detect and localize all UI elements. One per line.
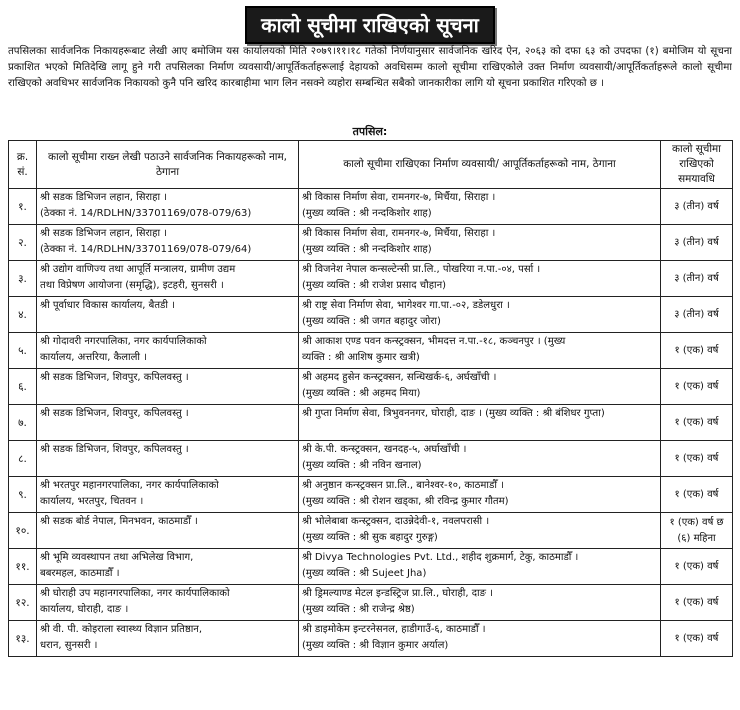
- row-serial: ३.: [9, 261, 37, 297]
- public-body-line: श्री सडक डिभिजन, शिवपुर, कपिलवस्तु ।: [40, 444, 189, 455]
- table-row: [9, 369, 733, 405]
- row-firm: [299, 369, 661, 405]
- firm-line: (मुख्य व्यक्ति : श्री राजेन्द्र श्रेष्ठ): [302, 604, 415, 615]
- firm-line: श्री भोलेबाबा कन्स्ट्रक्सन, दाउन्नेदेवी-१, नवलपरासी ।: [302, 516, 490, 527]
- firm-line: श्री के.पी. कन्स्ट्रक्सन, खनदह-५, अर्घाखाँची ।: [302, 444, 467, 455]
- row-public-body: [37, 369, 299, 405]
- row-duration: १ (एक) वर्ष: [661, 369, 733, 405]
- firm-line: श्री ड्रिमल्याण्ड मेटल इन्डस्ट्रिज प्रा.लि., घोराही, दाङ ।: [302, 588, 493, 599]
- table-row: [9, 549, 733, 585]
- row-firm: [299, 225, 661, 261]
- public-body-line: श्री गोदावरी नगरपालिका, नगर कार्यपालिकाको: [40, 336, 207, 347]
- table-row: [9, 621, 733, 657]
- table-row: [9, 297, 733, 333]
- row-public-body: [37, 621, 299, 657]
- public-body-line: कार्यालय, अत्तरिया, कैलाली ।: [40, 352, 147, 363]
- row-duration: १ (एक) वर्ष: [661, 333, 733, 369]
- row-public-body: [37, 189, 299, 225]
- firm-line: श्री विकास निर्माण सेवा, रामनगर-७, मिर्चैया, सिराहा ।: [302, 192, 496, 203]
- public-body-line: तथा विप्रेषण आयोजना (समृद्धि), इटहरी, सुनसरी ।: [40, 280, 224, 291]
- row-firm: [299, 405, 661, 441]
- row-duration: ३ (तीन) वर्ष: [661, 225, 733, 261]
- header-sn: क्र. सं.: [9, 141, 37, 189]
- header-firm: कालो सूचीमा राखिएका निर्माण व्यवसायी/ आपूर्तिकर्ताहरूको नाम, ठेगाना: [299, 141, 661, 189]
- row-firm: [299, 621, 661, 657]
- row-public-body: [37, 261, 299, 297]
- public-body-line: श्री सडक बोर्ड नेपाल, मिनभवन, काठमाडौँ ।: [40, 516, 198, 527]
- public-body-line: श्री भूमि व्यवस्थापन तथा अभिलेख विभाग,: [40, 552, 194, 563]
- firm-line: श्री अहमद हुसेन कन्स्ट्रक्सन, सन्धिखर्क-६, अर्घखाँची ।: [302, 372, 497, 383]
- row-firm: [299, 513, 661, 549]
- row-serial: १०.: [9, 513, 37, 549]
- row-firm: [299, 549, 661, 585]
- firm-line: श्री आकाश एण्ड पवन कन्स्ट्रक्सन, भीमदत्त न.पा.-१८, कञ्चनपुर । (मुख्य: [302, 336, 566, 347]
- firm-line: (मुख्य व्यक्ति : श्री जगत बहादुर जोरा): [302, 316, 441, 327]
- row-serial: ४.: [9, 297, 37, 333]
- row-duration: १ (एक) वर्ष: [661, 621, 733, 657]
- public-body-line: कार्यालय, भरतपुर, चितवन ।: [40, 496, 144, 507]
- row-duration: १ (एक) वर्ष: [661, 405, 733, 441]
- row-duration: १ (एक) वर्ष छ (६) महिना: [661, 513, 733, 549]
- row-duration: ३ (तीन) वर्ष: [661, 297, 733, 333]
- firm-line: श्री विजनेश नेपाल कन्सल्टेन्सी प्रा.लि., पोखरिया न.पा.-०४, पर्सा ।: [302, 264, 541, 275]
- row-public-body: [37, 585, 299, 621]
- firm-line: (मुख्य व्यक्ति : श्री नविन खनाल): [302, 460, 422, 471]
- row-public-body: [37, 477, 299, 513]
- public-body-line: श्री उद्योग वाणिज्य तथा आपूर्ति मन्त्रालय, ग्रामीण उद्यम: [40, 264, 236, 275]
- firm-line: श्री राष्ट्र सेवा निर्माण सेवा, भागेश्वर गा.पा.-०२, डडेलधुरा ।: [302, 300, 510, 311]
- details-subheading: तपसिल:: [352, 125, 388, 138]
- row-duration: १ (एक) वर्ष: [661, 585, 733, 621]
- row-serial: ५.: [9, 333, 37, 369]
- row-serial: २.: [9, 225, 37, 261]
- firm-line: श्री अनुष्ठान कन्स्ट्रक्सन प्रा.लि., बानेश्वर-१०, काठमाडौँ ।: [302, 480, 504, 491]
- table-row: [9, 441, 733, 477]
- public-body-line: कार्यालय, घोराही, दाङ ।: [40, 604, 129, 615]
- public-body-line: श्री सडक डिभिजन लहान, सिराहा ।: [40, 192, 168, 203]
- row-serial: ११.: [9, 549, 37, 585]
- row-firm: [299, 333, 661, 369]
- row-duration: १ (एक) वर्ष: [661, 477, 733, 513]
- public-body-line: श्री सडक डिभिजन, शिवपुर, कपिलवस्तु ।: [40, 408, 189, 419]
- firm-line: (मुख्य व्यक्ति : श्री Sujeet Jha): [302, 568, 427, 579]
- public-body-line: श्री भरतपुर महानगरपालिका, नगर कार्यपालिकाको: [40, 480, 219, 491]
- row-serial: ६.: [9, 369, 37, 405]
- blacklist-table: [8, 140, 733, 657]
- public-body-line: (ठेक्का नं. 14/RDLHN/33701169/078-079/64): [40, 244, 252, 255]
- public-body-line: श्री वी. पी. कोइराला स्वास्थ्य विज्ञान प्रतिष्ठान,: [40, 624, 203, 635]
- row-public-body: [37, 333, 299, 369]
- firm-line: (मुख्य व्यक्ति : श्री सुक बहादुर गुरुङ्ग): [302, 532, 438, 543]
- table-row: [9, 513, 733, 549]
- table-row: [9, 405, 733, 441]
- row-public-body: [37, 513, 299, 549]
- table-row: [9, 261, 733, 297]
- row-public-body: [37, 441, 299, 477]
- public-body-line: (ठेक्का नं. 14/RDLHN/33701169/078-079/63): [40, 208, 252, 219]
- row-public-body: [37, 549, 299, 585]
- row-firm: [299, 477, 661, 513]
- row-firm: [299, 261, 661, 297]
- table-row: [9, 189, 733, 225]
- notice-title: कालो सूचीमा राखिएको सूचना: [245, 6, 495, 44]
- firm-line: श्री डाइमोकेम इन्टरनेसनल, हाडीगाउँ-६, काठमाडौँ ।: [302, 624, 486, 635]
- row-public-body: [37, 225, 299, 261]
- row-duration: ३ (तीन) वर्ष: [661, 261, 733, 297]
- firm-line: श्री विकास निर्माण सेवा, रामनगर-७, मिर्चैया, सिराहा ।: [302, 228, 496, 239]
- table-body: [9, 189, 733, 657]
- firm-line: (मुख्य व्यक्ति : श्री अहमद मिया): [302, 388, 421, 399]
- row-duration: १ (एक) वर्ष: [661, 549, 733, 585]
- firm-line: (मुख्य व्यक्ति : श्री रोशन खड्का, श्री रविन्द्र कुमार गौतम): [302, 496, 509, 507]
- header-public-body: कालो सूचीमा राख्न लेखी पठाउने सार्वजनिक निकायहरूको नाम, ठेगाना: [37, 141, 299, 189]
- row-serial: ७.: [9, 405, 37, 441]
- row-serial: १२.: [9, 585, 37, 621]
- table-row: [9, 333, 733, 369]
- table-header-row: [9, 141, 733, 189]
- row-firm: [299, 441, 661, 477]
- table-row: [9, 225, 733, 261]
- intro-paragraph: तपसिलका सार्वजनिक निकायहरूबाट लेखी आए बमोजिम यस कार्यालयको मिति २०७९।११।१८ गतेको निर्णयानुसार सार्वजनिक खरिद ऐन, २०६३ को दफा ६३ को उपदफा (१) बमोजिम यो सूचना प्रकाशित भएको मितिदेखि लागू हुने गरी तपसिलका निर्माण व्यवसायी/आपूर्तिकर्ताहरूलाई देहायको अवधिसम्म कालो सूचीमा राखिएकोले उक्त निर्माण व्यवसायी/आपूर्तिकर्ताहरूले कालो सूचीमा राखिएको अवधिभर सार्वजनिक निकायको कुनै पनि खरिद कारबाहीमा भाग लिन नसक्ने व्यहोरा सम्बन्धित सबैको जानकारीका लागि यो सूचना प्रकाशित गरिएको छ ।: [8, 46, 732, 89]
- row-duration: ३ (तीन) वर्ष: [661, 189, 733, 225]
- row-public-body: [37, 405, 299, 441]
- row-firm: [299, 297, 661, 333]
- row-firm: [299, 585, 661, 621]
- public-body-line: धरान, सुनसरी ।: [40, 640, 98, 651]
- row-firm: [299, 189, 661, 225]
- header-duration: कालो सूचीमा राखिएको समयावधि: [661, 141, 733, 189]
- public-body-line: श्री घोराही उप महानगरपालिका, नगर कार्यपालिकाको: [40, 588, 230, 599]
- row-serial: १.: [9, 189, 37, 225]
- public-body-line: श्री सडक डिभिजन, शिवपुर, कपिलवस्तु ।: [40, 372, 189, 383]
- firm-line: श्री Divya Technologies Pvt. Ltd., शहीद शुक्रमार्ग, टेकु, काठमाडौँ ।: [302, 552, 579, 563]
- table-row: [9, 585, 733, 621]
- firm-line: व्यक्ति : श्री आशिष कुमार खत्री): [302, 352, 420, 363]
- firm-line: (मुख्य व्यक्ति : श्री विज्ञान कुमार अर्याल): [302, 640, 449, 651]
- firm-line: (मुख्य व्यक्ति : श्री नन्दकिशोर शाह): [302, 208, 432, 219]
- public-body-line: श्री सडक डिभिजन लहान, सिराहा ।: [40, 228, 168, 239]
- row-public-body: [37, 297, 299, 333]
- title-container: [0, 0, 740, 40]
- firm-line: श्री गुप्ता निर्माण सेवा, त्रिभुवननगर, घोराही, दाङ । (मुख्य व्यक्ति : श्री बंशिधर गुप्ता): [302, 408, 605, 419]
- row-serial: ८.: [9, 441, 37, 477]
- public-body-line: बबरमहल, काठमाडौँ ।: [40, 568, 120, 579]
- table-row: [9, 477, 733, 513]
- firm-line: (मुख्य व्यक्ति : श्री नन्दकिशोर शाह): [302, 244, 432, 255]
- firm-line: (मुख्य व्यक्ति : श्री राजेश प्रसाद चौहान): [302, 280, 447, 291]
- row-serial: ९.: [9, 477, 37, 513]
- row-duration: १ (एक) वर्ष: [661, 441, 733, 477]
- row-serial: १३.: [9, 621, 37, 657]
- public-body-line: श्री पूर्वाधार विकास कार्यालय, बैतडी ।: [40, 300, 175, 311]
